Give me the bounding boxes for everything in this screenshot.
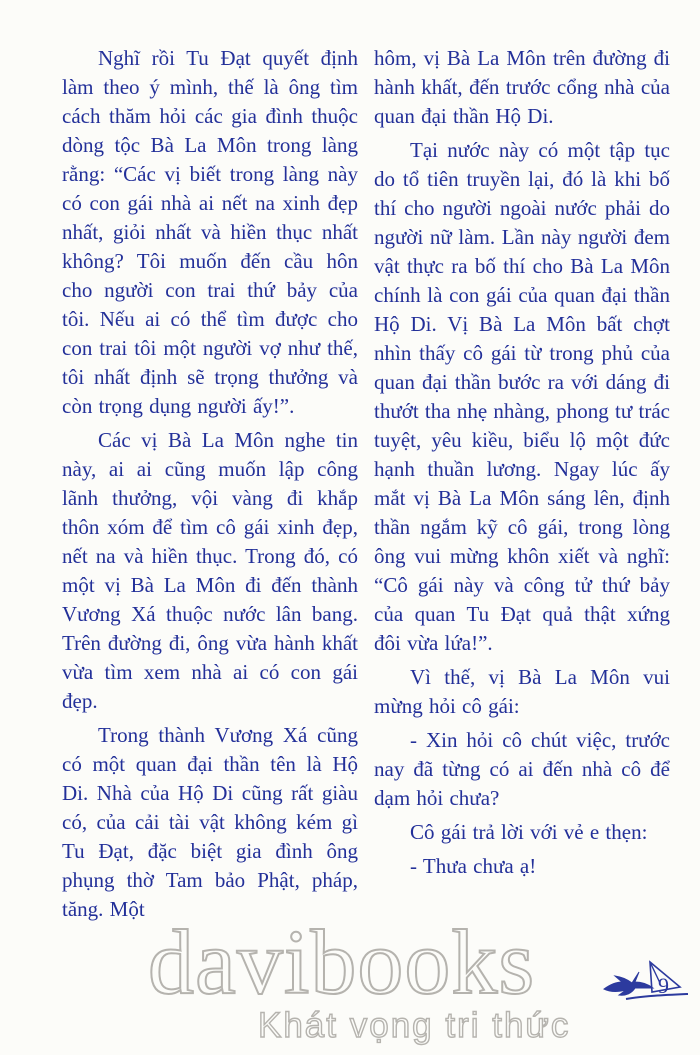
paragraph-girl-answer: - Thưa chưa ạ! <box>410 854 537 878</box>
page-number: 9 <box>658 973 669 998</box>
text-columns <box>62 44 670 929</box>
watermark-logo: davibooks <box>148 911 536 1013</box>
paragraph-custom-almsgiving: Tại nước này có một tập tục do tổ tiên truyền lại, đó là khi bố thí cho người ngoài nước phải do người nữ làm. Lần này người đem vật thực ra bố thí cho Bà La Môn chính là con gái của quan đại thần Hộ Di. Vị Bà La Môn bất chợt nhìn thấy cô gái từ trong phủ của quan đại thần bước ra với dáng đi thướt tha nhẹ nhàng, phong tư trác tuyệt, yêu kiều, biểu lộ một đức hạnh thuần lương. Ngay lúc ấy mắt vị Bà La Môn sáng lên, định thần ngắm kỹ cô gái, trong lòng ông vui mừng khôn xiết và nghĩ: “Cô gái này và công tử thứ bảy của quan Tu Đạt quả thật xứng đôi vừa lứa!”. <box>374 138 670 655</box>
paragraph-brahmin-asks: Vì thế, vị Bà La Môn vui mừng hỏi cô gái: <box>374 665 670 718</box>
paragraph-suodatta-plan: Nghĩ rồi Tu Đạt quyết định làm theo ý mình, thế là ông tìm cách thăm hỏi các gia đình thuộc dòng tộc Bà La Môn trong làng rằng: “Các vị biết trong làng này có con gái nhà ai nết na xinh đẹp nhất, giỏi nhất và hiền thục nhất không? Tôi muốn đến cầu hôn cho người con trai thứ bảy của tôi. Nếu ai có thể tìm được cho con trai tôi một người vợ như thế, tôi nhất định sẽ trọng thưởng và còn trọng dụng người ấy!”. <box>62 46 358 418</box>
swoosh-line <box>626 994 688 999</box>
paragraph-girl-reply-intro: Cô gái trả lời với vẻ e thẹn: <box>410 820 648 844</box>
left-column <box>62 44 358 929</box>
page-number-group <box>598 952 692 1010</box>
right-column <box>374 44 670 929</box>
flying-bird-icon <box>598 952 692 1010</box>
paragraph-hodi-family: Trong thành Vương Xá cũng có một quan đại thần tên là Hộ Di. Nhà của Hộ Di cũng rất giàu có, của cải tài vật không kém gì Tu Đạt, đặc biệt gia đình ông phụng thờ Tam bảo Phật, pháp, tăng. Một <box>62 723 358 921</box>
paragraph-brahmins-search: Các vị Bà La Môn nghe tin này, ai ai cũng muốn lập công lãnh thưởng, vội vàng đi khắp thôn xóm để tìm cô gái xinh đẹp, nết na và hiền thục. Trong đó, có một vị Bà La Môn đi đến thành Vương Xá thuộc nước lân bang. Trên đường đi, ông vừa hành khất vừa tìm xem nhà ai có con gái đẹp. <box>62 428 358 713</box>
watermark-tagline: Khát vọng tri thức <box>258 1006 571 1045</box>
bird-silhouette <box>604 972 653 995</box>
paragraph-continuation: hôm, vị Bà La Môn trên đường đi hành khất, đến trước cổng nhà của quan đại thần Hộ Di. <box>374 46 670 128</box>
paragraph-question-dialogue: - Xin hỏi cô chút việc, trước nay đã từng có ai đến nhà cô để dạm hỏi chưa? <box>374 728 670 810</box>
